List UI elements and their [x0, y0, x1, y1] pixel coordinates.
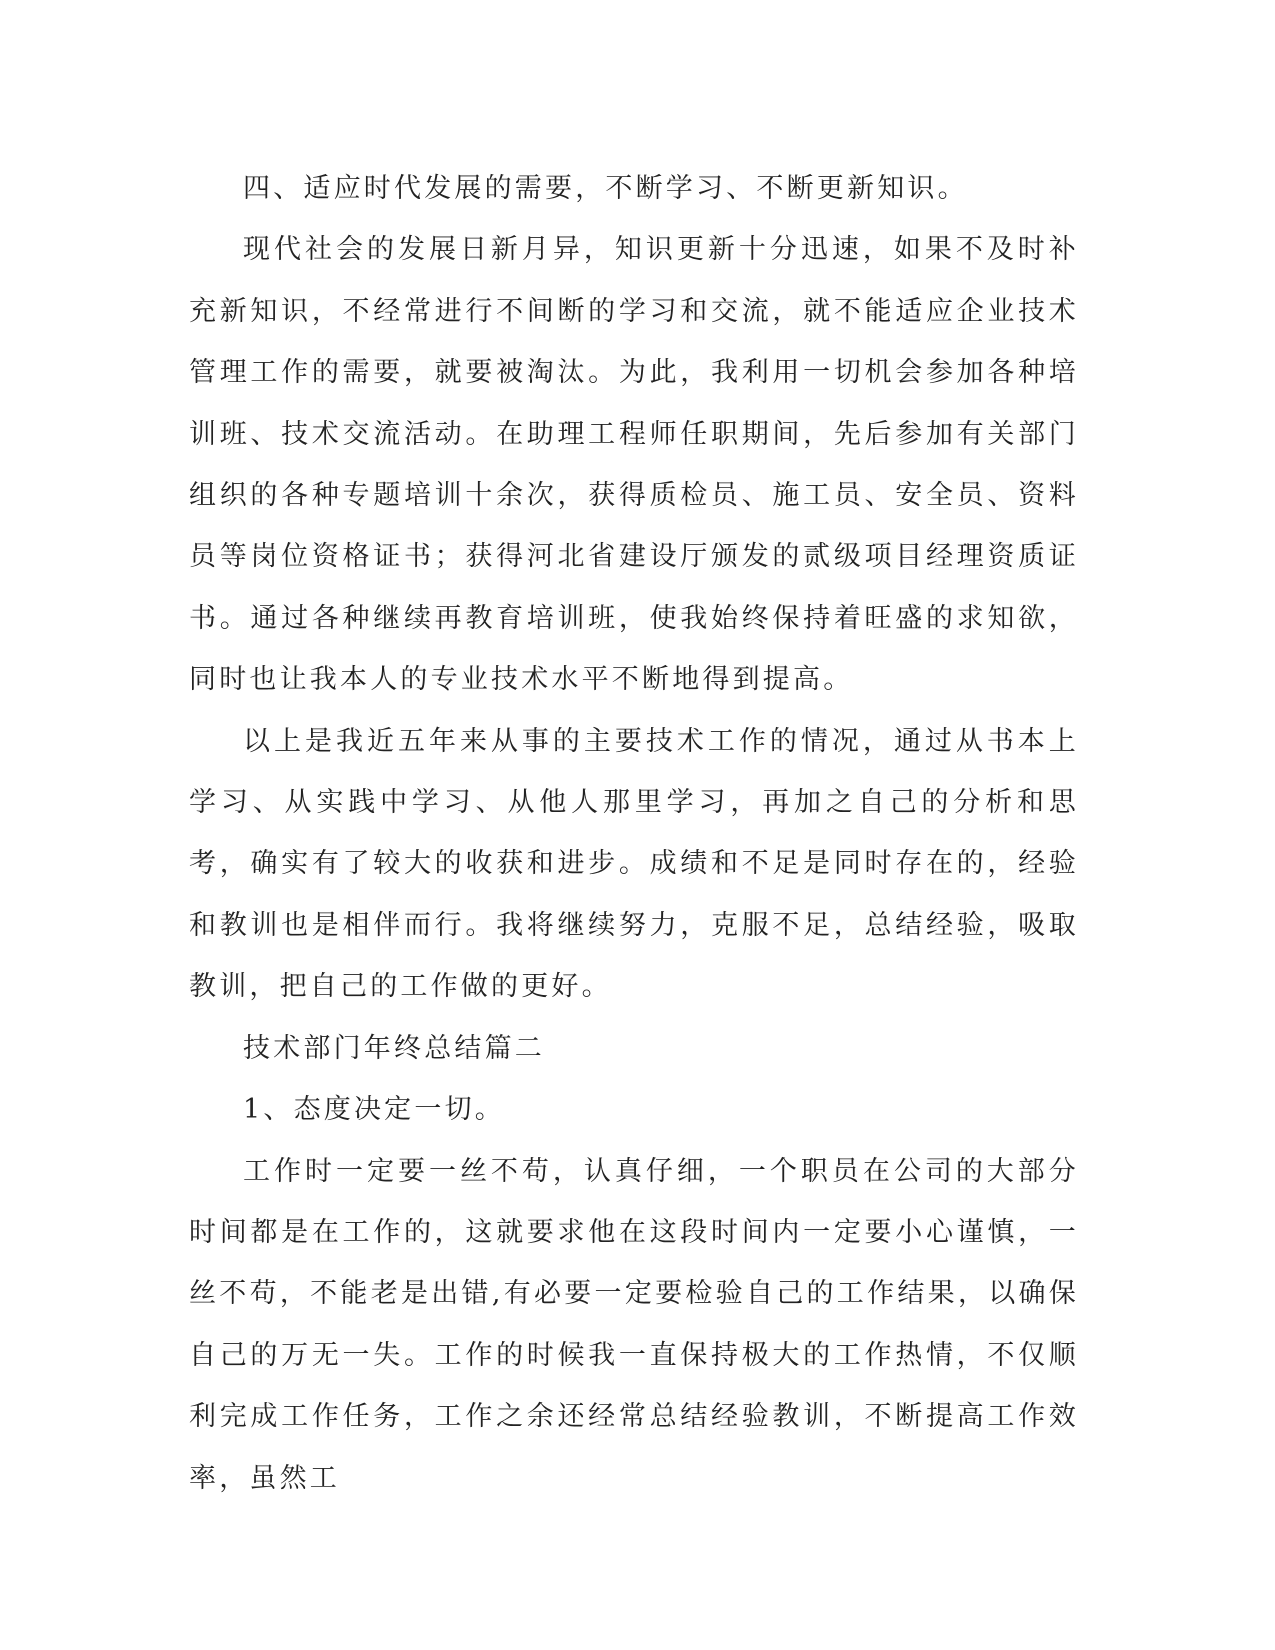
paragraph: 以上是我近五年来从事的主要技术工作的情况，通过从书本上学习、从实践中学习、从他人那里学习，再加之自己的分析和思考，确实有了较大的收获和进步。成绩和不足是同时存在的，经验和教训也是相伴而行。我将继续努力，克服不足，总结经验，吸取教训，把自己的工作做的更好。 [189, 725, 1079, 1003]
document-body [189, 158, 1079, 1509]
paragraph: 工作时一定要一丝不苟，认真仔细，一个职员在公司的大部分时间都是在工作的，这就要求他在这段时间内一定要小心谨慎，一丝不苟，不能老是出错,有必要一定要检验自己的工作结果，以确保自己的万无一失。工作的时候我一直保持极大的工作热情，不仅顺利完成工作任务，工作之余还经常总结经验教训，不断提高工作效率，虽然工 [189, 1155, 1079, 1494]
section-heading-one: 1、态度决定一切。 [243, 1094, 505, 1126]
paragraph: 现代社会的发展日新月异，知识更新十分迅速，如果不及时补充新知识，不经常进行不间断的学习和交流，就不能适应企业技术管理工作的需要，就要被淘汰。为此，我利用一切机会参加各种培训班、技术交流活动。在助理工程师任职期间，先后参加有关部门组织的各种专题培训十余次，获得质检员、施工员、安全员、资料员等岗位资格证书；获得河北省建设厅颁发的贰级项目经理资质证书。通过各种继续再教育培训班，使我始终保持着旺盛的求知欲，同时也让我本人的专业技术水平不断地得到提高。 [189, 234, 1079, 696]
section-heading-four: 四、适应时代发展的需要，不断学习、不断更新知识。 [243, 173, 968, 204]
article-title: 技术部门年终总结篇二 [243, 1032, 545, 1064]
